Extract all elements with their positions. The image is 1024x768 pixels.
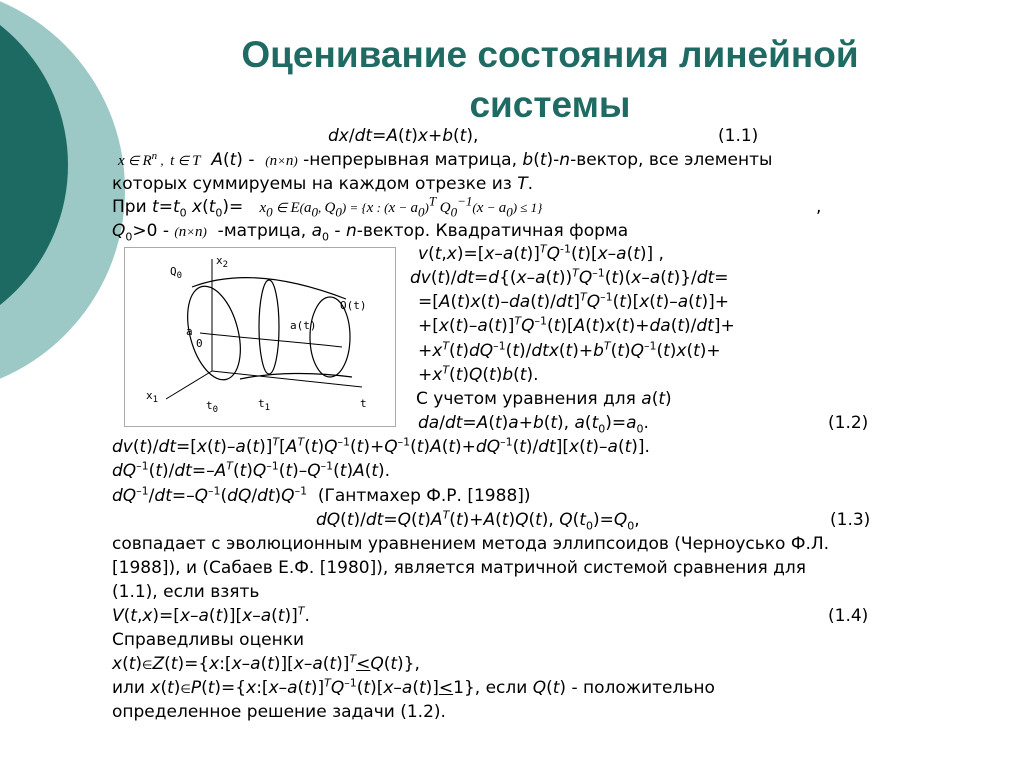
label-q0: $Q_0$ bbox=[170, 265, 183, 281]
equation-number-1-1: (1.1) bbox=[718, 126, 759, 146]
formula-estimate-p: или $x(t)\in P(t)=\{x:[x-a(t)]^TQ^{-1}(t)[x-a(t)]<1\}$, если Q(t) - положительно bbox=[112, 676, 715, 698]
equation-number-1-2: (1.2) bbox=[828, 413, 869, 433]
middle-ellipse bbox=[259, 280, 279, 374]
formula-dq-inverse: $dQ^{-1}(t)/dt=-A^T(t)Q^{-1}(t)-Q^{-1}(t)A(t)$. bbox=[112, 459, 391, 481]
text-line-5: $Q_0>0 - (n\times n)$ -матрица, $a_0$ - n-вектор. Квадратичная форма bbox=[112, 221, 629, 244]
formula-estimate-z: $x(t)\in Z(t)=\{x:[x-a(t)][x-a(t)]^T<Q(t)\}$, bbox=[112, 652, 420, 674]
center-trajectory bbox=[200, 333, 342, 347]
label-a0: a bbox=[186, 325, 193, 338]
comma-mark: , bbox=[816, 197, 822, 217]
if-q-word: , если bbox=[474, 678, 533, 698]
label-x2: $x_2$ bbox=[216, 254, 229, 270]
vector-all-text: -вектор, все элементы bbox=[570, 150, 773, 170]
formula-gantmacher: $dQ^{-1}/dt=-Q^{-1}(dQ/dt)Q^{-1}$ (Гантмахер Ф.Р. [1988]) bbox=[112, 484, 531, 506]
text-if-take: (1.1), если взять bbox=[112, 582, 260, 602]
label-qt: Q(t) bbox=[340, 299, 367, 312]
equation-number-1-3: (1.3) bbox=[830, 510, 871, 530]
formula-dv-dt-5: $+x^T(t)Q(t)b(t)$. bbox=[418, 363, 539, 385]
or-word: или bbox=[112, 678, 151, 698]
equation-1-2: da/dt=A(t)a+b(t), $a(t_0)=a_0$. bbox=[418, 413, 649, 436]
matrix-word-text: -матрица, bbox=[212, 221, 312, 241]
text-taking-into-account: С учетом уравнения для a(t) bbox=[416, 389, 672, 409]
equation-1-3: $dQ(t)/dt=Q(t)A^T(t)+A(t)Q(t)$, $Q(t_0)=Q_0$, bbox=[316, 508, 640, 533]
axis-x1 bbox=[166, 371, 212, 399]
label-x1: $x_1$ bbox=[146, 389, 159, 405]
tube-upper-edge bbox=[192, 278, 346, 299]
formula-dv-dt-full: $dv(t)/dt=[x(t)-a(t)]^T[A^T(t)Q^{-1}(t)+Q^{-1}(t)A(t)+dQ^{-1}(t)/dt][x(t)-a(t)]$. bbox=[112, 435, 650, 457]
vector-quad-text: -вектор. Квадратичная форма bbox=[356, 221, 629, 241]
positive-word: - положительно bbox=[566, 678, 715, 698]
equation-1-4: $V(t,x)=[x-a(t)][x-a(t)]^T$. bbox=[112, 604, 310, 626]
slide-title-line-1: Оценивание состояния линейной bbox=[241, 34, 859, 75]
slide-title-line-2: системы bbox=[469, 84, 631, 125]
text-coincides: совпадает с эволюционным уравнением метода эллипсоидов (Черноусько Ф.Л. bbox=[112, 534, 830, 554]
text-line-3: которых суммируемы на каждом отрезке из T. bbox=[112, 174, 534, 194]
label-t0: $t_0$ bbox=[206, 399, 219, 415]
continuous-matrix-text: -непрерывная матрица, bbox=[297, 150, 523, 170]
text-line-4: При $t=t_0$ $x(t_0)= x_0$ ∈ $E(a_0$, $Q_0) = \{x$ : $(x - a_0)^T$ $Q_0^{-1}(x - a_0) \le 1$} bbox=[112, 193, 543, 220]
text-estimates: Справедливы оценки bbox=[112, 630, 305, 650]
text-sabaev: [1988]), и (Сабаев Е.Ф. [1980]), является матричной системой сравнения для bbox=[112, 558, 806, 578]
summable-text: которых суммируемы на каждом отрезке из bbox=[112, 174, 518, 194]
pri-text: При bbox=[112, 197, 153, 217]
formula-quadratic-form: $v(t,x)=[x-a(t)]^TQ^{-1}(t)[x-a(t)]$ , bbox=[418, 242, 664, 264]
formula-dv-dt-2: $=[A(t)x(t)-da(t)/dt]^TQ^{-1}(t)[x(t)-a(t)]+$ bbox=[418, 290, 729, 312]
text-definite: определенное решение задачи (1.2). bbox=[112, 702, 446, 722]
taking-into-account-label: С учетом уравнения для bbox=[416, 389, 642, 409]
label-t1: $t_1$ bbox=[258, 397, 271, 413]
label-at: a(t) bbox=[290, 319, 317, 332]
label-a0-sub: 0 bbox=[196, 337, 203, 350]
label-t: t bbox=[360, 397, 367, 410]
ellipsoid-tube-figure bbox=[124, 247, 396, 427]
formula-dv-dt-1: $dv(t)/dt=d\{(x-a(t))^TQ^{-1}(t)(x-a(t)\}/dt=$ bbox=[410, 266, 729, 288]
equation-1-1: dx/dt=A(t)x+b(t), bbox=[328, 126, 479, 146]
formula-dv-dt-4: $+x^T(t)dQ^{-1}(t)/dtx(t)+b^T(t)Q^{-1}(t)x(t)+$ bbox=[418, 339, 721, 361]
gantmacher-ref: (Гантмахер Ф.Р. [1988]) bbox=[317, 486, 531, 506]
text-line-2: x ∈ $R^n$ , t ∈ T A(t) - (n×n) -непрерывная матрица, b(t)-n-вектор, все элементы bbox=[118, 150, 773, 170]
equation-number-1-4: (1.4) bbox=[828, 606, 869, 626]
formula-dv-dt-3: $+[x(t)-a(t)]^TQ^{-1}(t)[A(t)x(t)+da(t)/dt]+$ bbox=[418, 314, 735, 336]
